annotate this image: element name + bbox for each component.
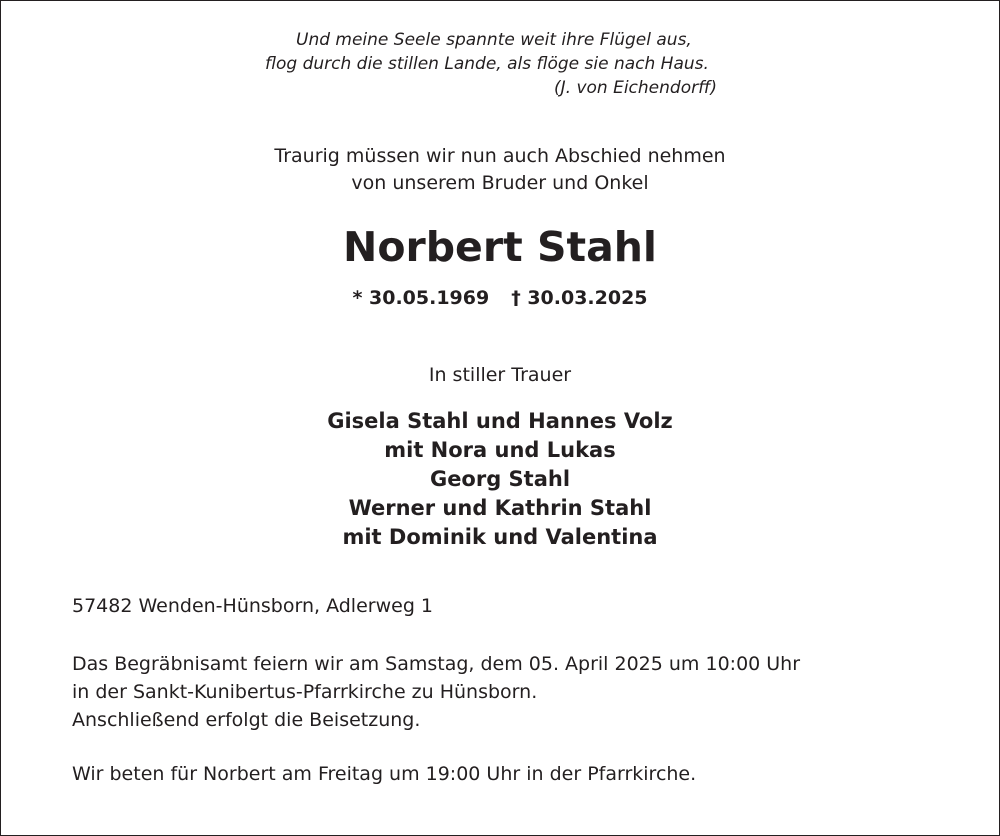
family-line: Georg Stahl [429,467,571,491]
intro-line-2: von unserem Bruder und Onkel [351,172,649,194]
mourning-label: In stiller Trauer [428,364,572,386]
quote-line-2: flog durch die stillen Lande, als flöge sie nach Haus. [265,54,709,74]
death-date: † 30.03.2025 [511,287,648,309]
funeral-line-3: Anschließend erfolgt die Beisetzung. [72,709,421,731]
quote-line-1: Und meine Seele spannte weit ihre Flügel aus, [296,30,692,50]
intro-line-1: Traurig müssen wir nun auch Abschied nehmen [274,145,726,167]
family-line: mit Dominik und Valentina [342,525,658,549]
quote-author: (J. von Eichendorff) [554,78,717,98]
family-line: Werner und Kathrin Stahl [348,496,652,520]
funeral-line-1: Das Begräbnisamt feiern wir am Samstag, dem 05. April 2025 um 10:00 Uhr [72,653,801,675]
life-dates [1,284,999,312]
family-line: mit Nora und Lukas [384,438,616,462]
birth-date: * 30.05.1969 [352,287,490,309]
family-line: Gisela Stahl und Hannes Volz [327,409,673,433]
address: 57482 Wenden-Hünsborn, Adlerweg 1 [72,595,434,617]
funeral-line-2: in der Sankt-Kunibertus-Pfarrkirche zu Hünsborn. [72,681,538,703]
deceased-name: Norbert Stahl [343,223,657,271]
prayer-notice: Wir beten für Norbert am Freitag um 19:00 Uhr in der Pfarrkirche. [72,763,697,785]
